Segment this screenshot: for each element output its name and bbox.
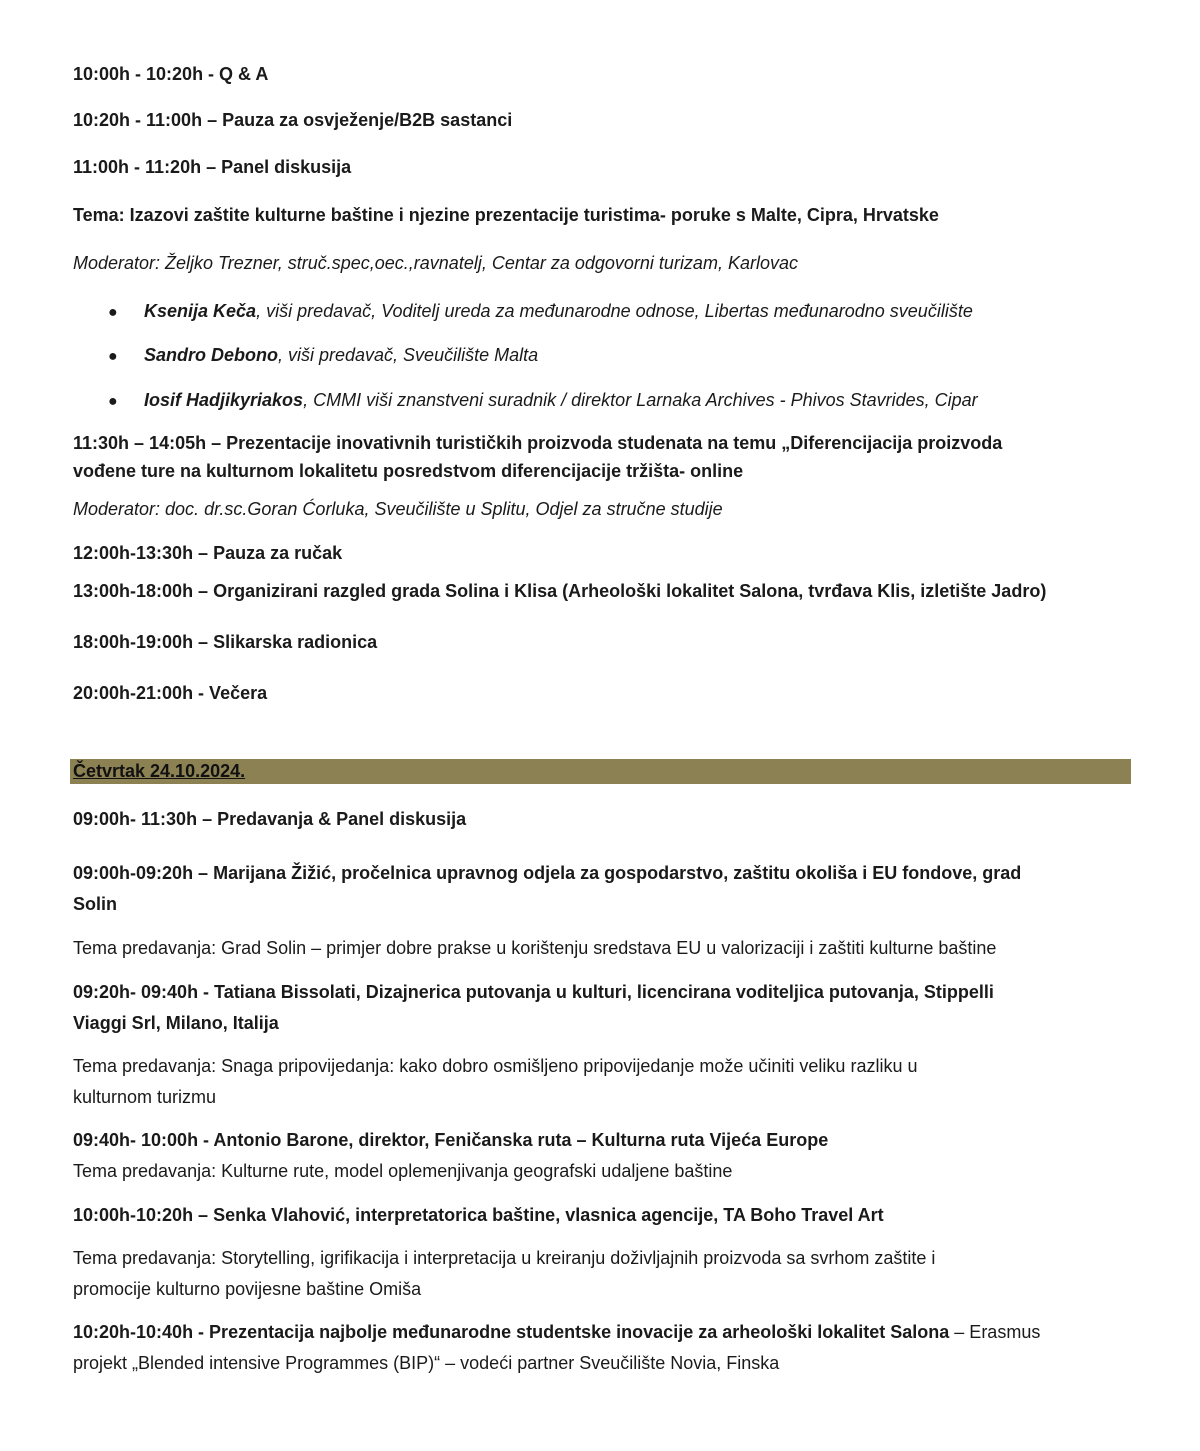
lecture-speaker: 09:00h-09:20h – Marijana Žižić, pročelnica upravnog odjela za gospodarstvo, zaštitu okoliša i EU fondove, grad xyxy=(73,863,1022,883)
panelist-name: Sandro Debono xyxy=(144,345,278,365)
schedule-item-lectures: 09:00h- 11:30h – Predavanja & Panel diskusija xyxy=(73,809,467,829)
day-header: Četvrtak 24.10.2024. xyxy=(73,761,246,781)
panelist-name: Ksenija Keča xyxy=(144,301,257,321)
bullet-icon: ● xyxy=(108,393,118,410)
lecture-speaker: 10:00h-10:20h – Senka Vlahović, interpretatorica baštine, vlasnica agencije, TA Boho Travel Art xyxy=(73,1205,884,1225)
lecture-topic: Tema predavanja: Storytelling, igrifikacija i interpretacija u kreiranju doživljajnih proizvoda sa svrhom zaštite i xyxy=(73,1248,936,1268)
lecture-topic: Tema predavanja: Kulturne rute, model oplemenjivanja geografski udaljene baštine xyxy=(73,1161,733,1181)
schedule-item-lunch: 12:00h-13:30h – Pauza za ručak xyxy=(73,543,343,563)
schedule-item-workshop: 18:00h-19:00h – Slikarska radionica xyxy=(73,632,378,652)
lecture-topic: Tema predavanja: Grad Solin – primjer dobre prakse u korištenju sredstava EU u valorizaciji i zaštiti kulturne baštine xyxy=(73,938,997,958)
panelist-role: , viši predavač, Voditelj ureda za međunarodne odnose, Libertas međunarodno sveučilište xyxy=(256,301,973,321)
lecture-topic-cont: promocije kulturno povijesne baštine Omiša xyxy=(73,1279,422,1299)
schedule-item-presentations-cont: vođene ture na kulturnom lokalitetu posredstvom diferencijacije tržišta- online xyxy=(73,461,744,481)
lecture-topic-cont: kulturnom turizmu xyxy=(73,1087,217,1107)
schedule-item-tour: 13:00h-18:00h – Organizirani razgled grada Solina i Klisa (Arheološki lokalitet Salona, tvrđava Klis, izletište Jadro) xyxy=(73,581,1047,601)
bullet-icon: ● xyxy=(108,304,118,321)
panelist-item xyxy=(108,296,973,328)
panelist-name: Iosif Hadjikyriakos xyxy=(144,390,304,410)
schedule-item-dinner: 20:00h-21:00h - Večera xyxy=(73,683,268,703)
lecture-speaker-rest: – Erasmus xyxy=(949,1322,1041,1342)
panelist-item xyxy=(108,340,538,372)
schedule-item-qa: 10:00h - 10:20h - Q & A xyxy=(73,64,269,84)
panelist-role: , viši predavač, Sveučilište Malta xyxy=(278,345,539,365)
lecture-speaker: 09:40h- 10:00h - Antonio Barone, direktor, Feničanska ruta – Kulturna ruta Vijeća Europe xyxy=(73,1130,829,1150)
lecture-speaker xyxy=(73,1317,1040,1347)
bullet-icon: ● xyxy=(108,348,118,365)
lecture-speaker: 09:20h- 09:40h - Tatiana Bissolati, Dizajnerica putovanja u kulturi, licencirana voditeljica putovanja, Stippelli xyxy=(73,982,994,1002)
schedule-item-break: 10:20h - 11:00h – Pauza za osvježenje/B2B sastanci xyxy=(73,110,513,130)
lecture-speaker-cont: projekt „Blended intensive Programmes (BIP)“ – vodeći partner Sveučilište Novia, Finska xyxy=(73,1353,780,1373)
schedule-item-presentations: 11:30h – 14:05h – Prezentacije inovativnih turističkih proizvoda studenata na temu „Diferencijacija proizvoda xyxy=(73,433,1003,453)
schedule-item-panel: 11:00h - 11:20h – Panel diskusija xyxy=(73,157,352,177)
moderator-line: Moderator: doc. dr.sc.Goran Ćorluka, Sveučilište u Splitu, Odjel za stručne studije xyxy=(73,499,723,519)
lecture-speaker-bold: 10:20h-10:40h - Prezentacija najbolje međunarodne studentske inovacije za arheološki lokalitet Salona xyxy=(73,1322,950,1342)
lecture-topic: Tema predavanja: Snaga pripovijedanja: kako dobro osmišljeno pripovijedanje može učiniti veliku razliku u xyxy=(73,1056,918,1076)
moderator-line: Moderator: Željko Trezner, struč.spec,oec.,ravnatelj, Centar za odgovorni turizam, Karlovac xyxy=(73,253,798,273)
day-header-band xyxy=(70,759,1131,784)
lecture-speaker-cont: Solin xyxy=(73,894,117,914)
panel-topic: Tema: Izazovi zaštite kulturne baštine i njezine prezentacije turistima- poruke s Malte, Cipra, Hrvatske xyxy=(73,205,939,225)
lecture-speaker-cont: Viaggi Srl, Milano, Italija xyxy=(73,1013,279,1033)
panelist-role: , CMMI viši znanstveni suradnik / direktor Larnaka Archives - Phivos Stavrides, Cipar xyxy=(303,390,978,410)
panelist-item xyxy=(108,385,978,417)
